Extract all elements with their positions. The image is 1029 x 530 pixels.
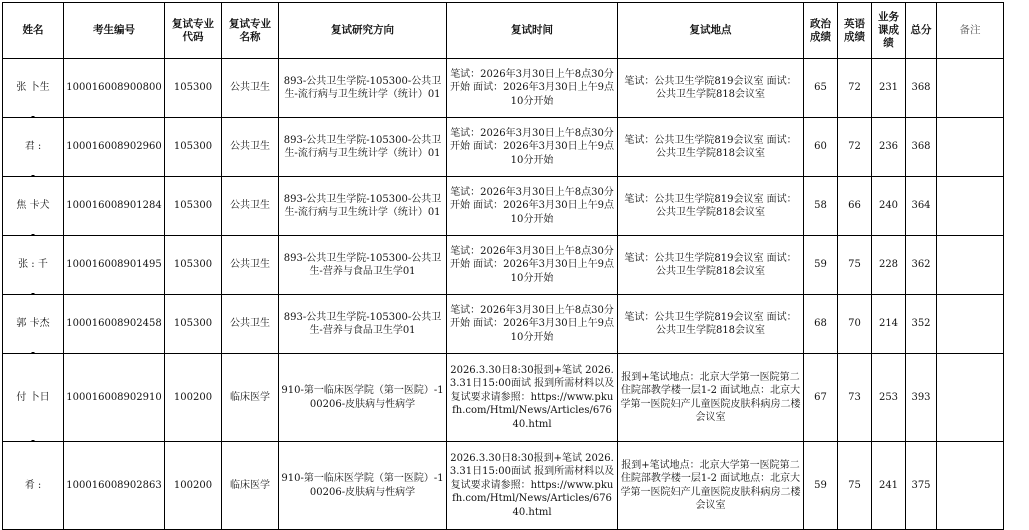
- cell-remark: [937, 177, 1004, 236]
- col-header-place: 复试地点: [618, 3, 804, 59]
- cell-politics: 59: [804, 442, 838, 530]
- cell-name: 君 :: [3, 118, 64, 177]
- cell-english: 75: [838, 442, 872, 530]
- cell-name: 张 卜生: [3, 59, 64, 118]
- cell-politics: 65: [804, 59, 838, 118]
- cell-place: 笔试：公共卫生学院819会议室 面试：公共卫生学院818会议室: [618, 295, 804, 354]
- cell-name: 肴 :: [3, 442, 64, 530]
- cell-place: 笔试：公共卫生学院819会议室 面试：公共卫生学院818会议室: [618, 118, 804, 177]
- cell-major-score: 231: [872, 59, 906, 118]
- col-header-direction: 复试研究方向: [279, 3, 447, 59]
- cell-id: 100016008902458: [64, 295, 165, 354]
- cell-major: 临床医学: [222, 354, 279, 442]
- cell-major-score: 236: [872, 118, 906, 177]
- cell-major-score: 228: [872, 236, 906, 295]
- cell-place: 笔试：公共卫生学院819会议室 面试：公共卫生学院818会议室: [618, 177, 804, 236]
- cell-total: 368: [906, 118, 937, 177]
- table-row: [3, 354, 1004, 442]
- col-header-politics: 政治成绩: [804, 3, 838, 59]
- cell-total: 362: [906, 236, 937, 295]
- cell-politics: 68: [804, 295, 838, 354]
- col-header-name: 姓名: [3, 3, 64, 59]
- cell-code: 100200: [165, 442, 222, 530]
- cell-remark: [937, 442, 1004, 530]
- table-row: [3, 442, 1004, 530]
- cell-remark: [937, 295, 1004, 354]
- col-header-major: 复试专业名称: [222, 3, 279, 59]
- cell-code: 105300: [165, 177, 222, 236]
- cell-english: 73: [838, 354, 872, 442]
- cell-major-score: 241: [872, 442, 906, 530]
- cell-code: 100200: [165, 354, 222, 442]
- cell-direction: 910-第一临床医学院（第一医院）-100206-皮肤病与性病学: [279, 354, 447, 442]
- cell-time: 笔试：2026年3月30日上午8点30分开始 面试：2026年3月30日上午9点10分开始: [447, 118, 618, 177]
- cell-major: 公共卫生: [222, 295, 279, 354]
- cell-major: 公共卫生: [222, 59, 279, 118]
- cell-code: 105300: [165, 295, 222, 354]
- table-row: [3, 236, 1004, 295]
- cell-politics: 67: [804, 354, 838, 442]
- admission-table: [2, 2, 1004, 530]
- cell-id: 100016008901284: [64, 177, 165, 236]
- cell-major-score: 253: [872, 354, 906, 442]
- col-header-remark: 备注: [937, 3, 1004, 59]
- cell-politics: 58: [804, 177, 838, 236]
- cell-id: 100016008902960: [64, 118, 165, 177]
- cell-code: 105300: [165, 118, 222, 177]
- cell-total: 375: [906, 442, 937, 530]
- cell-id: 100016008900800: [64, 59, 165, 118]
- cell-remark: [937, 354, 1004, 442]
- table-row: [3, 177, 1004, 236]
- cell-direction: 893-公共卫生学院-105300-公共卫生-流行病与卫生统计学（统计）01: [279, 177, 447, 236]
- cell-total: 352: [906, 295, 937, 354]
- cell-name: 付 卜日: [3, 354, 64, 442]
- cell-total: 364: [906, 177, 937, 236]
- cell-time: 笔试：2026年3月30日上午8点30分开始 面试：2026年3月30日上午9点10分开始: [447, 236, 618, 295]
- cell-direction: 893-公共卫生学院-105300-公共卫生-流行病与卫生统计学（统计）01: [279, 118, 447, 177]
- cell-time: 笔试：2026年3月30日上午8点30分开始 面试：2026年3月30日上午9点10分开始: [447, 295, 618, 354]
- cell-place: 报到+笔试地点：北京大学第一医院第二住院部教学楼一层1-2 面试地点：北京大学第一医院妇产儿童医院皮肤科病房二楼会议室: [618, 442, 804, 530]
- cell-name: 郭 卡杰: [3, 295, 64, 354]
- cell-name: 张 : 千: [3, 236, 64, 295]
- col-header-english: 英语成绩: [838, 3, 872, 59]
- cell-id: 100016008902910: [64, 354, 165, 442]
- table-row: [3, 59, 1004, 118]
- cell-politics: 60: [804, 118, 838, 177]
- cell-remark: [937, 236, 1004, 295]
- col-header-major-score: 业务课成绩: [872, 3, 906, 59]
- cell-major-score: 214: [872, 295, 906, 354]
- cell-english: 75: [838, 236, 872, 295]
- header-row: [3, 3, 1004, 59]
- col-header-code: 复试专业代码: [165, 3, 222, 59]
- cell-total: 368: [906, 59, 937, 118]
- cell-major: 公共卫生: [222, 118, 279, 177]
- cell-name: 焦 卡犬: [3, 177, 64, 236]
- cell-remark: [937, 59, 1004, 118]
- table-row: [3, 118, 1004, 177]
- cell-remark: [937, 118, 1004, 177]
- cell-place: 笔试：公共卫生学院819会议室 面试：公共卫生学院818会议室: [618, 236, 804, 295]
- cell-english: 70: [838, 295, 872, 354]
- col-header-total: 总分: [906, 3, 937, 59]
- cell-direction: 893-公共卫生学院-105300-公共卫生-营养与食品卫生学01: [279, 295, 447, 354]
- cell-direction: 910-第一临床医学院（第一医院）-100206-皮肤病与性病学: [279, 442, 447, 530]
- cell-major: 公共卫生: [222, 177, 279, 236]
- table-row: [3, 295, 1004, 354]
- cell-direction: 893-公共卫生学院-105300-公共卫生-流行病与卫生统计学（统计）01: [279, 59, 447, 118]
- cell-id: 100016008901495: [64, 236, 165, 295]
- cell-place: 报到+笔试地点：北京大学第一医院第二住院部教学楼一层1-2 面试地点：北京大学第一医院妇产儿童医院皮肤科病房二楼会议室: [618, 354, 804, 442]
- cell-code: 105300: [165, 59, 222, 118]
- cell-english: 66: [838, 177, 872, 236]
- col-header-time: 复试时间: [447, 3, 618, 59]
- cell-time: 笔试：2026年3月30日上午8点30分开始 面试：2026年3月30日上午9点10分开始: [447, 177, 618, 236]
- cell-time: 笔试：2026年3月30日上午8点30分开始 面试：2026年3月30日上午9点10分开始: [447, 59, 618, 118]
- col-header-id: 考生编号: [64, 3, 165, 59]
- cell-english: 72: [838, 118, 872, 177]
- cell-id: 100016008902863: [64, 442, 165, 530]
- cell-major-score: 240: [872, 177, 906, 236]
- cell-politics: 59: [804, 236, 838, 295]
- cell-total: 393: [906, 354, 937, 442]
- cell-time: 2026.3.30日8:30报到+笔试 2026.3.31日15:00面试 报到所需材料以及复试要求请参照：https://www.pkufh.com/Html/News/Articles/67640.html: [447, 442, 618, 530]
- cell-place: 笔试：公共卫生学院819会议室 面试：公共卫生学院818会议室: [618, 59, 804, 118]
- cell-english: 72: [838, 59, 872, 118]
- cell-major: 临床医学: [222, 442, 279, 530]
- cell-direction: 893-公共卫生学院-105300-公共卫生-营养与食品卫生学01: [279, 236, 447, 295]
- cell-major: 公共卫生: [222, 236, 279, 295]
- cell-code: 105300: [165, 236, 222, 295]
- cell-time: 2026.3.30日8:30报到+笔试 2026.3.31日15:00面试 报到所需材料以及复试要求请参照：https://www.pkufh.com/Html/News/Articles/67640.html: [447, 354, 618, 442]
